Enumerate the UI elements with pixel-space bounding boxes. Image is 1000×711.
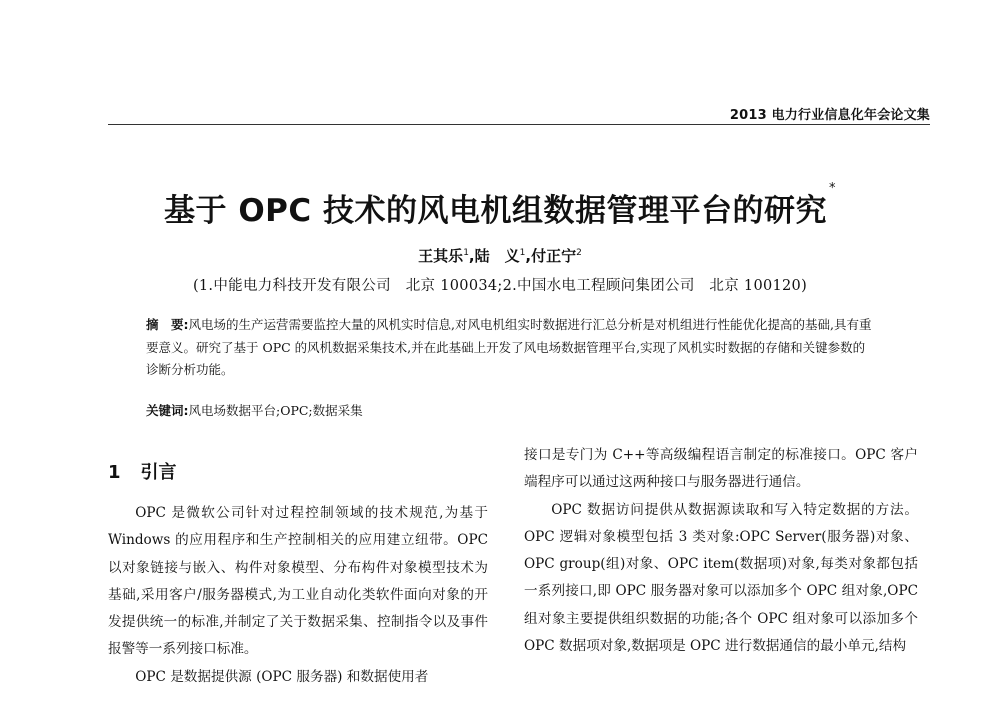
section-title: 引言 xyxy=(140,462,177,483)
author-2: 陆 义 xyxy=(474,247,520,265)
paragraph: OPC 数据访问提供从数据源读取和写入特定数据的方法。OPC 逻辑对象模型包括 3 类对象:OPC Server(服务器)对象、OPC group(组)对象、OPC item(数据项)对象,每类对象都包括一系列接口,即 OPC 服务器对象可以添加多个 OPC 组对象,OPC 组对象主要提供组织数据的功能;各个 OPC 组对象可以添加多个 OPC 数据项对象,数据项是 OPC 进行数据通信的最小单元,结构 xyxy=(524,501,918,655)
running-header: 2013 电力行业信息化年会论文集 xyxy=(729,108,930,123)
author-1: 王其乐 xyxy=(418,247,464,265)
author-separator: , xyxy=(468,247,475,265)
author-1-affil: 1 xyxy=(463,248,469,258)
author-2-affil: 1 xyxy=(519,248,526,258)
paragraph: 接口是专门为 C++等高级编程语言制定的标准接口。OPC 客户端程序可以通过这两种接口与服务器进行通信。 xyxy=(524,447,918,491)
author-3: 付正宁 xyxy=(531,247,577,265)
author-list xyxy=(0,245,1000,266)
left-column xyxy=(108,500,488,691)
paragraph: OPC 是数据提供源 (OPC 服务器) 和数据使用者 xyxy=(135,668,429,685)
paper-title-text: 基于 OPC 技术的风电机组数据管理平台的研究 xyxy=(164,193,827,229)
keywords-text: 风电场数据平台;OPC;数据采集 xyxy=(188,403,363,418)
author-separator: , xyxy=(525,247,532,265)
affiliations: (1.中能电力科技开发有限公司 北京 100034;2.中国水电工程顾问集团公司 北京 100120) xyxy=(192,278,808,294)
abstract-text: 风电场的生产运营需要监控大量的风机实时信息,对风电机组实时数据进行汇总分析是对机组进行性能优化提高的基础,具有重要意义。研究了基于 OPC 的风机数据采集技术,并在此基础上开发了风电场数据管理平台,实现了风机实时数据的存储和关键参数的诊断分析功能。 xyxy=(146,317,872,377)
paper-title xyxy=(0,181,1000,230)
section-heading xyxy=(108,458,177,484)
author-3-affil: 2 xyxy=(576,248,582,258)
section-number: 1 xyxy=(108,462,121,483)
right-column xyxy=(524,442,918,660)
paragraph: OPC 是微软公司针对过程控制领域的技术规范,为基于 Windows 的应用程序和生产控制相关的应用建立纽带。OPC 以对象链接与嵌入、构件对象模型、分布构件对象模型技术为基础,采用客户/服务器模式,为工业自动化类软件面向对象的开发提供统一的标准,并制定了关于数据采集、控制指令以及事件报警等一系列接口标准。 xyxy=(108,505,488,658)
keywords xyxy=(146,401,874,421)
header-rule xyxy=(108,124,930,125)
abstract-label: 摘 要: xyxy=(146,317,189,332)
keywords-label: 关键词: xyxy=(146,403,189,418)
abstract xyxy=(146,314,874,382)
title-footnote-mark: * xyxy=(828,181,836,196)
